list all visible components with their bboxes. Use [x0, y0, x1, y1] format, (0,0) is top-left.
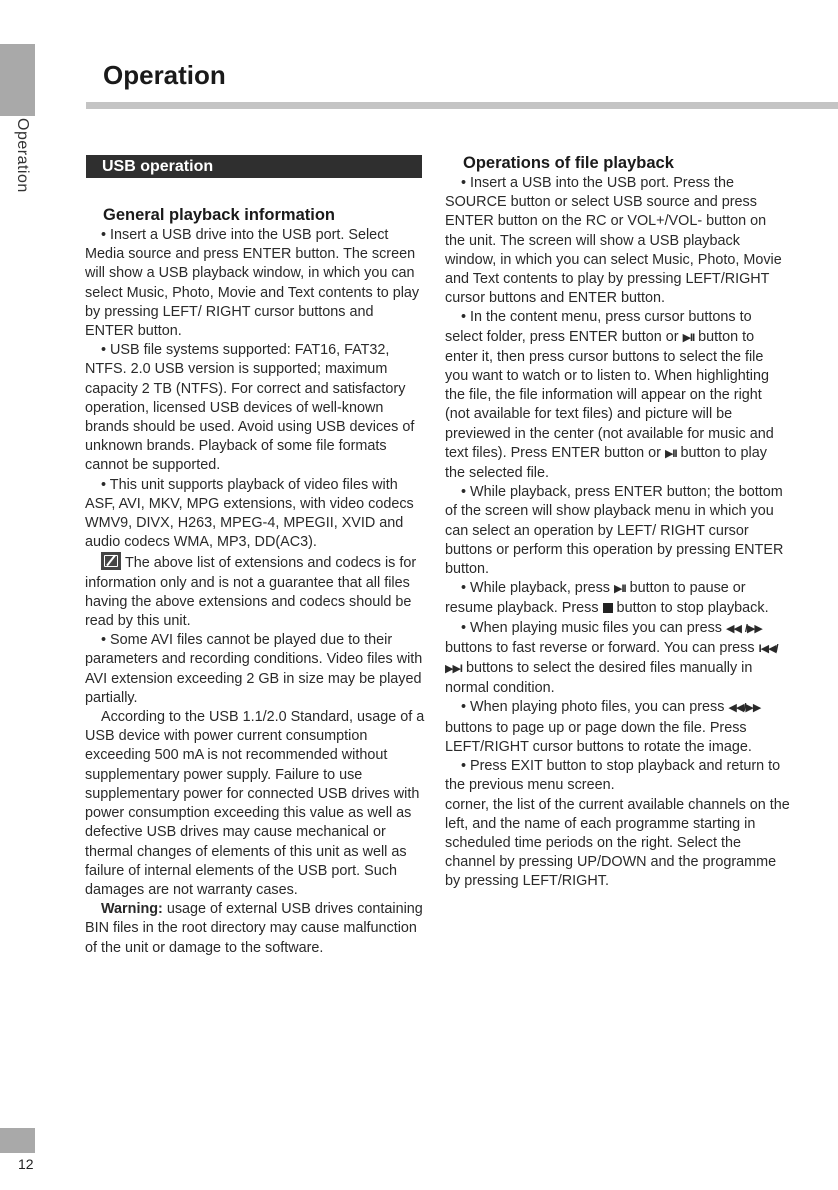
left-note-text: The above list of extensions and codecs is for information only and is not a guarantee that all files having the above extensions and codecs should be read by this unit.	[85, 555, 417, 630]
left-warning	[85, 900, 425, 958]
right-heading: Operations of file playback	[463, 154, 674, 172]
right-paragraph-6	[445, 698, 790, 757]
right-p6-part-b: buttons to page up or page down the file. Press LEFT/RIGHT cursor buttons to rotate the image.	[445, 719, 752, 755]
rewind-icon: ◀◀	[725, 622, 741, 635]
right-paragraph-1: • Insert a USB into the USB port. Press the SOURCE button or select USB source and press ENTER button on the RC or VOL+/VOL- button on the unit. The screen will show a USB playback window, in which you can select Music, Photo, Movie and Text contents to play by pressing LEFT/RIGHT cursor buttons and ENTER button.	[445, 175, 782, 307]
left-note	[85, 552, 425, 631]
section-header: USB operation	[86, 155, 422, 178]
right-paragraph-8: corner, the list of the current available channels on the left, and the name of each programme starting in scheduled time periods on the right. Select the channel by pressing UP/DOWN and the programme by pressing LEFT/RIGHT.	[445, 796, 790, 890]
right-paragraph-5	[445, 619, 790, 699]
left-paragraph-5: According to the USB 1.1/2.0 Standard, usage of a USB device with power current consumption exceeding 500 mA is not recommended without supplementary power supply. Failure to use supplementary power for connected USB drives with power consumption exceeding this value as well as defective USB drives may cause mechanical or thermal changes of elements of this unit as well as failure of internal elements of the USB port. Such damages are not warranty cases.	[85, 709, 425, 898]
title-rule	[86, 102, 838, 109]
right-column	[445, 153, 790, 892]
play-pause-icon: ▶II	[682, 331, 695, 344]
side-tab-marker	[0, 44, 35, 116]
rewind-forward-icon: ◀◀/▶▶	[728, 702, 761, 715]
left-paragraph-2: • USB file systems supported: FAT16, FAT32, NTFS. 2.0 USB version is supported; maximum capacity 2 TB (NTFS). For correct and satisfactory operation, licensed USB devices of well-known brands should be used. Avoid using USB devices of unknown brands. Playback of some file formats cannot be supported.	[85, 342, 415, 474]
right-p2-part-c: button to play the selected file.	[445, 444, 767, 482]
right-p5-part-a: • When playing music files you can press	[461, 619, 726, 636]
page-tab-marker	[0, 1128, 35, 1153]
right-p4-part-c: button to stop playback.	[612, 600, 769, 617]
stop-icon	[603, 603, 613, 613]
warning-text: usage of external USB drives containing BIN files in the root directory may cause malfunction of the unit or damage to the software.	[85, 901, 423, 956]
right-p4-part-b: button to pause or resume playback. Press	[445, 580, 746, 617]
page-number: 12	[18, 1156, 34, 1172]
right-p5-part-c: buttons to select the desired files manually in normal condition.	[445, 660, 753, 697]
prev-next-icon: I◀◀/▶▶I	[445, 642, 778, 676]
page-title: Operation	[103, 60, 226, 90]
fast-forward-icon: /▶▶	[744, 622, 762, 635]
right-p2-part-b: button to enter it, then press cursor buttons to select the file you want to watch or to listen to. When highlighting the file, the file information will appear on the right (not available for text files) and picture will be previewed in the center (not available for music and text files). Press ENTER button or	[445, 328, 774, 461]
right-paragraph-7: • Press EXIT button to stop playback and return to the previous menu screen.	[445, 758, 781, 794]
warning-label: Warning:	[101, 901, 163, 918]
right-paragraph-3: • While playback, press ENTER button; the bottom of the screen will show playback menu in which you can select an operation by LEFT/ RIGHT cursor buttons or perform this operation by pressing ENTER button.	[445, 484, 784, 578]
right-p4-part-a: • While playback, press	[461, 580, 614, 597]
play-pause-icon: ▶II	[664, 447, 677, 460]
note-icon	[101, 552, 121, 570]
right-p5-part-b: buttons to fast reverse or forward. You can press	[445, 639, 759, 656]
play-pause-icon: ▶II	[614, 583, 626, 596]
right-p2-part-a: • In the content menu, press cursor buttons to select folder, press ENTER button or	[445, 309, 752, 345]
left-heading: General playback information	[103, 206, 335, 224]
right-paragraph-2	[445, 308, 790, 483]
left-paragraph-1: • Insert a USB drive into the USB port. Select Media source and press ENTER button. The screen will show a USB playback window, in which you can select Music, Photo, Movie and Text contents to play by pressing LEFT/ RIGHT cursor buttons and ENTER button.	[85, 227, 420, 340]
left-column	[85, 205, 425, 958]
side-section-label: Operation	[14, 118, 31, 193]
right-p6-part-a: • When playing photo files, you can press	[461, 699, 729, 716]
left-paragraph-3: • This unit supports playback of video files with ASF, AVI, MKV, MPG extensions, with video codecs WMV9, DIVX, H263, MPEG-4, MPEGII, XVID and audio codecs WMA, MP3, DD(AC3).	[85, 476, 414, 551]
right-paragraph-4	[445, 579, 790, 618]
left-paragraph-4: • Some AVI files cannot be played due to their parameters and recording conditions. Video files with AVI extension exceeding 2 GB in size may be played partially.	[85, 632, 423, 706]
